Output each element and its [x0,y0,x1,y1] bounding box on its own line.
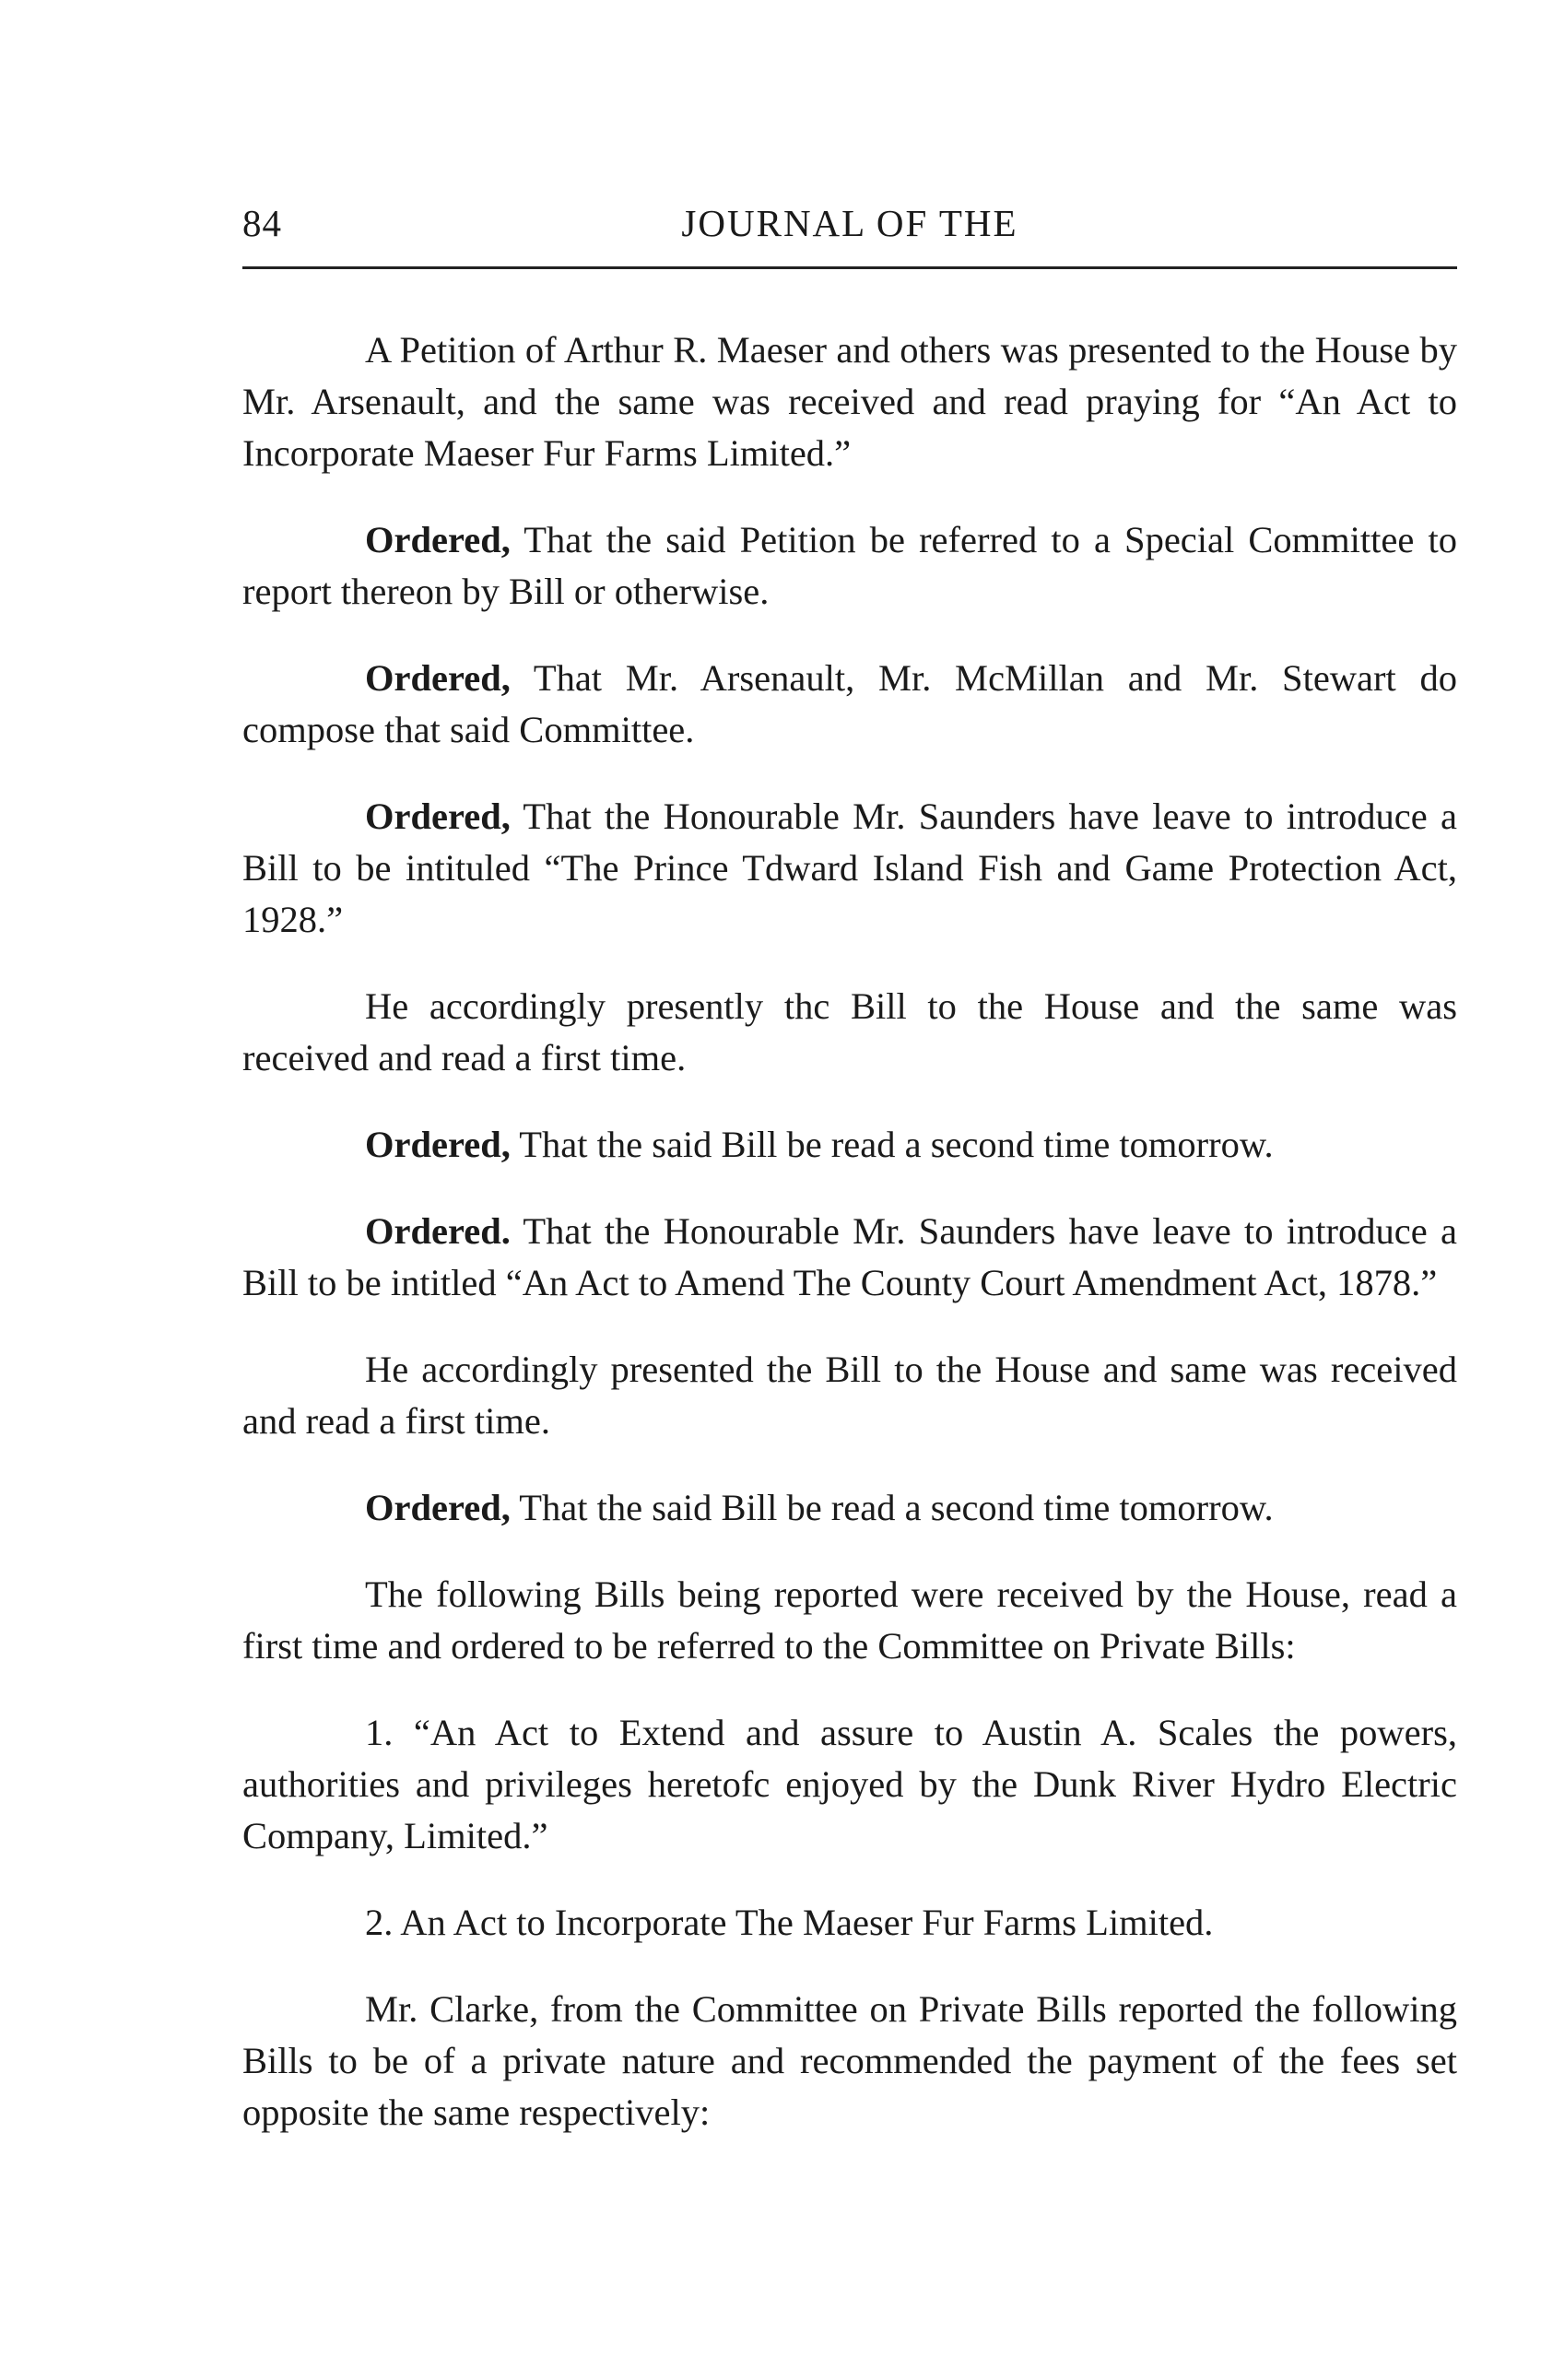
order-paragraph: Ordered, That the said Petition be referred to a Special Committee to report thereon by Bill or otherwise. [242,519,1457,612]
journal-body [242,324,1457,2174]
bill-title: “An Act to Extend and assure to Austin A. Scales the powers, authorities and privileges heretofc enjoyed by the Dunk River Hydro Electric Company, Limited.” [242,1712,1457,1856]
bill-number: 1. [365,1712,394,1753]
reading-paragraph: He accordingly presently thc Bill to the House and the same was received and read a first time. [242,985,1457,1078]
bills-intro-paragraph: The following Bills being reported were received by the House, read a first time and ordered to be referred to the Committee on Private Bills: [242,1573,1457,1667]
bill-number: 2. [365,1902,394,1943]
running-head: JOURNAL OF THE [681,202,1018,244]
reading-paragraph: He accordingly presented the Bill to the House and same was received and read a first time. [242,1349,1457,1442]
header-rule [242,266,1457,269]
petition-paragraph: A Petition of Arthur R. Maeser and others was presented to the House by Mr. Arsenault, and the same was received and read praying for “An Act to Incorporate Maeser Fur Farms Limited.” [242,329,1457,474]
page-number: 84 [242,202,282,244]
order-paragraph: Ordered, That the said Bill be read a second time tomorrow. [365,1124,1274,1165]
order-paragraph: Ordered, That Mr. Arsenault, Mr. McMillan and Mr. Stewart do compose that said Committee. [242,657,1457,750]
bill-list-item [242,1707,1457,1862]
order-paragraph: Ordered. That the Honourable Mr. Saunders have leave to introduce a Bill to be intitled “An Act to Amend The County Court Amendment Act, 1878.” [242,1210,1457,1303]
order-paragraph: Ordered, That the said Bill be read a second time tomorrow. [365,1487,1274,1528]
order-paragraph: Ordered, That the Honourable Mr. Saunders have leave to introduce a Bill to be intituled “The Prince Tdward Island Fish and Game Protection Act, 1928.” [242,795,1457,940]
page-header [242,201,1457,256]
bill-list-item [242,1897,1457,1949]
bill-title: An Act to Incorporate The Maeser Fur Farms Limited. [393,1902,1214,1943]
committee-report-paragraph: Mr. Clarke, from the Committee on Private Bills reported the following Bills to be of a private nature and recommended the payment of the fees set opposite the same respectively: [242,1988,1457,2133]
